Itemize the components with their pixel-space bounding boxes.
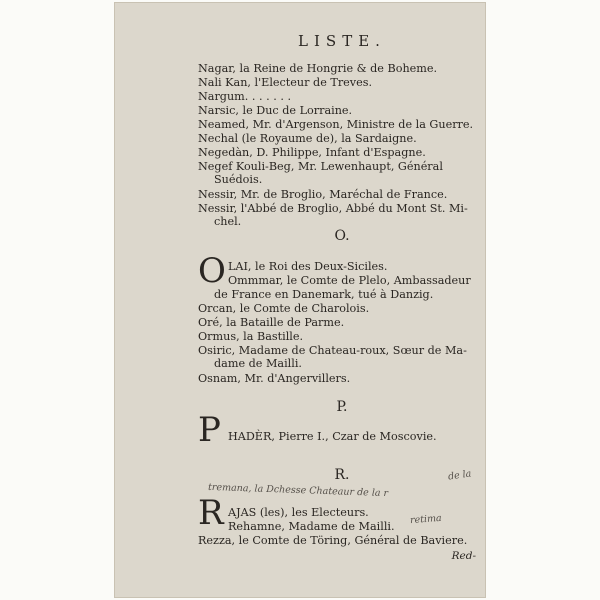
list-entry: LAI, le Roi des Deux-Siciles. — [228, 260, 388, 273]
page-heading: LISTE. — [298, 32, 386, 50]
list-entry: Narsic, le Duc de Lorraine. — [198, 104, 353, 117]
dropcap-r: R — [198, 493, 224, 533]
list-entry: Rehamne, Madame de Mailli. — [228, 520, 395, 533]
section-heading-p: P. — [336, 399, 348, 415]
list-entry-continuation: dame de Mailli. — [214, 357, 302, 370]
list-entry: Osnam, Mr. d'Angervillers. — [198, 372, 351, 385]
list-entry: Negef Kouli-Beg, Mr. Lewenhaupt, Général — [198, 160, 443, 173]
list-entry: Osiric, Madame de Chateau-roux, Sœur de Ma- — [198, 344, 467, 357]
list-entry: Nessir, l'Abbé de Broglio, Abbé du Mont St. Mi- — [198, 202, 468, 215]
book-page — [114, 2, 486, 598]
page-text-block — [198, 2, 486, 598]
list-entry-continuation: chel. — [214, 215, 242, 228]
list-entry: Nagar, la Reine de Hongrie & de Boheme. — [198, 62, 438, 75]
list-entry: Nechal (le Royaume de), la Sardaigne. — [198, 132, 417, 145]
section-heading-r: R. — [334, 467, 350, 483]
list-entry-continuation: Suédois. — [214, 173, 263, 186]
list-entry: HADÈR, Pierre I., Czar de Moscovie. — [228, 430, 437, 443]
list-entry: Nali Kan, l'Electeur de Treves. — [198, 76, 373, 89]
handwritten-inline-note: retima — [409, 512, 443, 527]
section-heading-o: O. — [334, 228, 350, 244]
handwritten-margin-note: de la — [447, 468, 473, 483]
list-entry: Neamed, Mr. d'Argenson, Ministre de la Guerre. — [198, 118, 474, 131]
list-entry: Nargum. . . . . . . — [198, 90, 292, 103]
list-entry: Nessir, Mr. de Broglio, Maréchal de France. — [198, 188, 448, 201]
dropcap-o: O — [198, 251, 226, 291]
list-entry: Rezza, le Comte de Töring, Général de Baviere. — [198, 534, 468, 547]
list-entry: Ormus, la Bastille. — [198, 330, 304, 343]
list-entry: Orcan, le Comte de Charolois. — [198, 302, 370, 315]
list-entry-continuation: de France en Danemark, tué à Danzig. — [214, 288, 434, 301]
list-entry: Negedàn, D. Philippe, Infant d'Espagne. — [198, 146, 426, 159]
list-entry: Ommmar, le Comte de Plelo, Ambassadeur — [228, 274, 471, 287]
catchword: Red- — [451, 550, 476, 562]
list-entry: AJAS (les), les Electeurs. — [228, 506, 369, 519]
list-entry: Oré, la Bataille de Parme. — [198, 316, 345, 329]
handwritten-note: tremana, la Dchesse Chateaur de la r — [207, 481, 389, 500]
dropcap-p: P — [198, 410, 221, 450]
